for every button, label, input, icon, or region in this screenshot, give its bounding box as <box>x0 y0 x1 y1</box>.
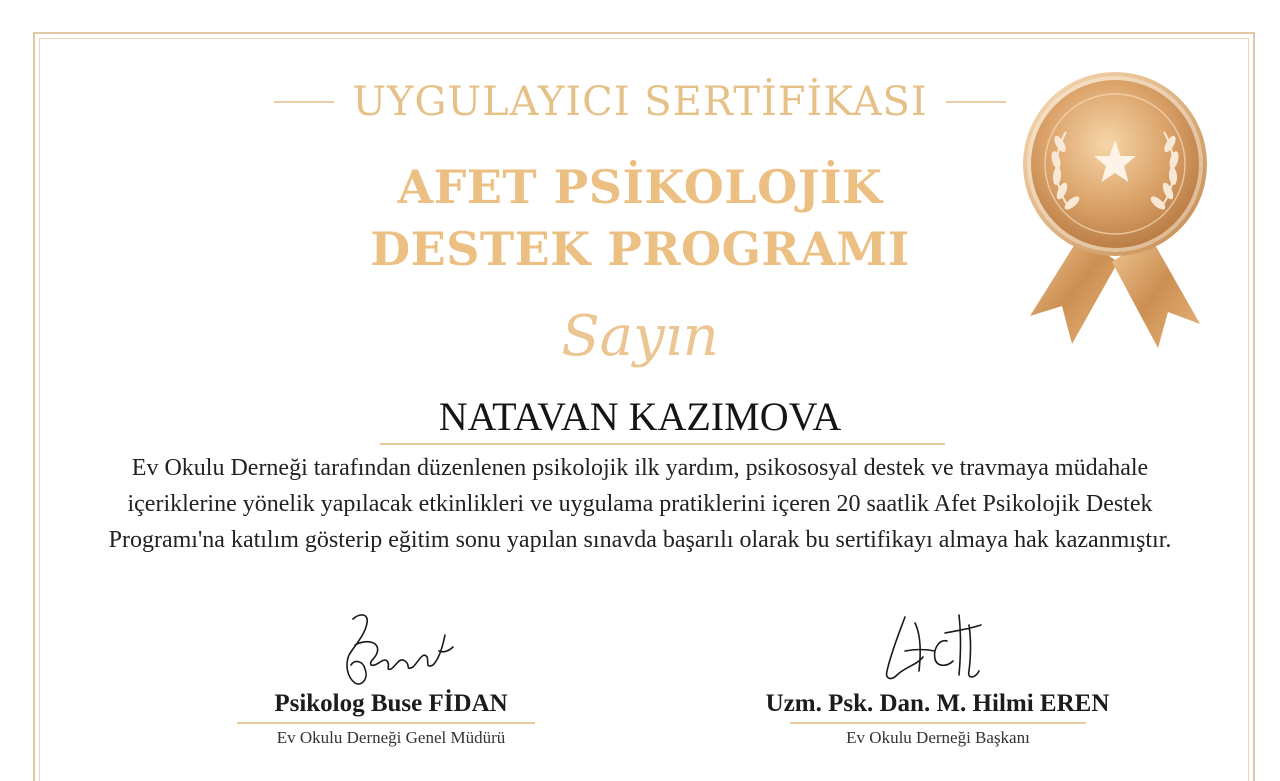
signature-left <box>325 605 465 695</box>
certificate-body-text: Ev Okulu Derneği tarafından düzenlenen psikolojik ilk yardım, psikososyal destek ve travmaya müdahale içeriklerine yönelik yapılacak etkinlikleri ve uygulama pratiklerini içeren 20 saatlik Afet Psikolojik Destek Programı'na katılım gösterip eğitim sonu yapılan sınavda başarılı olarak bu sertifikayı almaya hak kazanmıştır. <box>108 455 1172 553</box>
signature-line-left <box>237 722 535 724</box>
certificate-subtitle: UYGULAYICI SERTİFİKASI <box>352 79 928 125</box>
recipient-name: NATAVAN KAZIMOVA <box>438 394 842 439</box>
signatory-role-right: Ev Okulu Derneği Başkanı <box>846 728 1030 747</box>
signatory-role-left: Ev Okulu Derneği Genel Müdürü <box>276 728 506 747</box>
certificate-title-line1: AFET PSİKOLOJİK <box>397 160 883 214</box>
award-medal-icon <box>1010 66 1220 356</box>
signatory-name-left: Psikolog Buse FİDAN <box>274 690 508 717</box>
subtitle-dash-left <box>274 101 334 103</box>
recipient-underline <box>380 443 945 445</box>
signature-right <box>875 605 1005 690</box>
certificate-title-line2: DESTEK PROGRAMI <box>370 222 910 276</box>
signatory-name-right: Uzm. Psk. Dan. M. Hilmi EREN <box>765 690 1110 717</box>
signature-line-right <box>790 722 1086 724</box>
subtitle-dash-right <box>946 101 1006 103</box>
salutation: Sayın <box>561 304 719 369</box>
